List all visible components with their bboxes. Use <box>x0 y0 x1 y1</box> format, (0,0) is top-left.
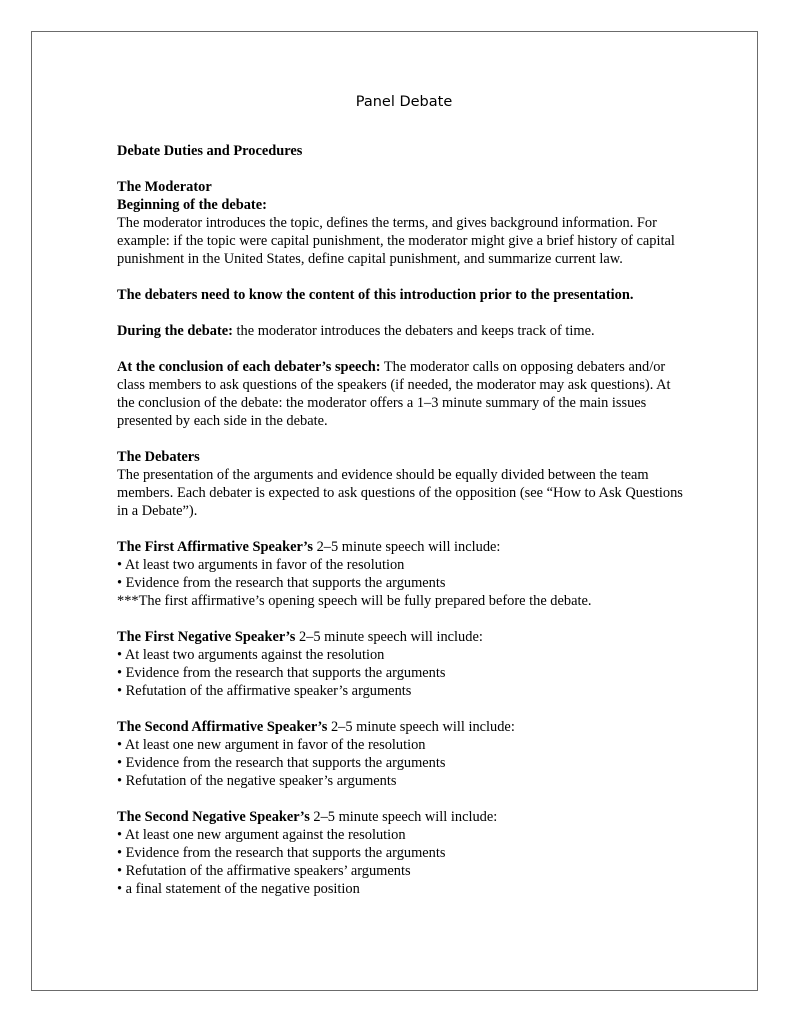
speaker-heading: The Second Affirmative Speaker’s 2–5 minute speech will include: <box>117 719 515 735</box>
list-item: • At least two arguments in favor of the resolution <box>117 557 405 573</box>
list-item: • At least one new argument against the resolution <box>117 827 406 843</box>
speaker-note: ***The first affirmative’s opening speech will be fully prepared before the debate. <box>117 593 592 609</box>
moderator-note: The debaters need to know the content of this introduction prior to the presentation. <box>117 287 634 303</box>
document-body <box>117 92 687 898</box>
speaker-heading: The First Affirmative Speaker’s 2–5 minute speech will include: <box>117 539 501 555</box>
speaker-heading: The Second Negative Speaker’s 2–5 minute speech will include: <box>117 809 498 825</box>
list-item: • Refutation of the affirmative speaker’s arguments <box>117 683 412 699</box>
list-item: • Evidence from the research that supports the arguments <box>117 575 446 591</box>
conclusion-paragraph: At the conclusion of each debater’s speech: The moderator calls on opposing debaters and/or class members to ask questions of the speakers (if needed, the moderator may ask questions). At the conclusion of the debate: the moderator offers a 1–3 minute summary of the main issues presented by each side in the debate. <box>117 359 671 429</box>
list-item: • Evidence from the research that supports the arguments <box>117 755 446 771</box>
debaters-heading: The Debaters <box>117 449 200 465</box>
list-item: • Evidence from the research that supports the arguments <box>117 665 446 681</box>
debaters-text: The presentation of the arguments and evidence should be equally divided between the team members. Each debater is expected to ask questions of the opposition (see “How to Ask Questions in a Debate”). <box>117 467 683 519</box>
moderator-heading: The Moderator <box>117 179 212 195</box>
list-item: • Refutation of the affirmative speakers’ arguments <box>117 863 411 879</box>
beginning-label: Beginning of the debate: <box>117 197 267 213</box>
page-title: Panel Debate <box>355 94 453 110</box>
list-item: • Refutation of the negative speaker’s arguments <box>117 773 397 789</box>
list-item: • a final statement of the negative position <box>117 881 360 897</box>
beginning-text: The moderator introduces the topic, defines the terms, and gives background information. For example: if the topic were capital punishment, the moderator might give a brief history of capital punishment in the United States, define capital punishment, and summarize current law. <box>117 215 675 267</box>
list-item: • At least one new argument in favor of the resolution <box>117 737 426 753</box>
during-paragraph: During the debate: the moderator introduces the debaters and keeps track of time. <box>117 323 595 339</box>
speaker-heading: The First Negative Speaker’s 2–5 minute speech will include: <box>117 629 483 645</box>
section-heading: Debate Duties and Procedures <box>117 143 303 159</box>
list-item: • At least two arguments against the resolution <box>117 647 385 663</box>
list-item: • Evidence from the research that supports the arguments <box>117 845 446 861</box>
